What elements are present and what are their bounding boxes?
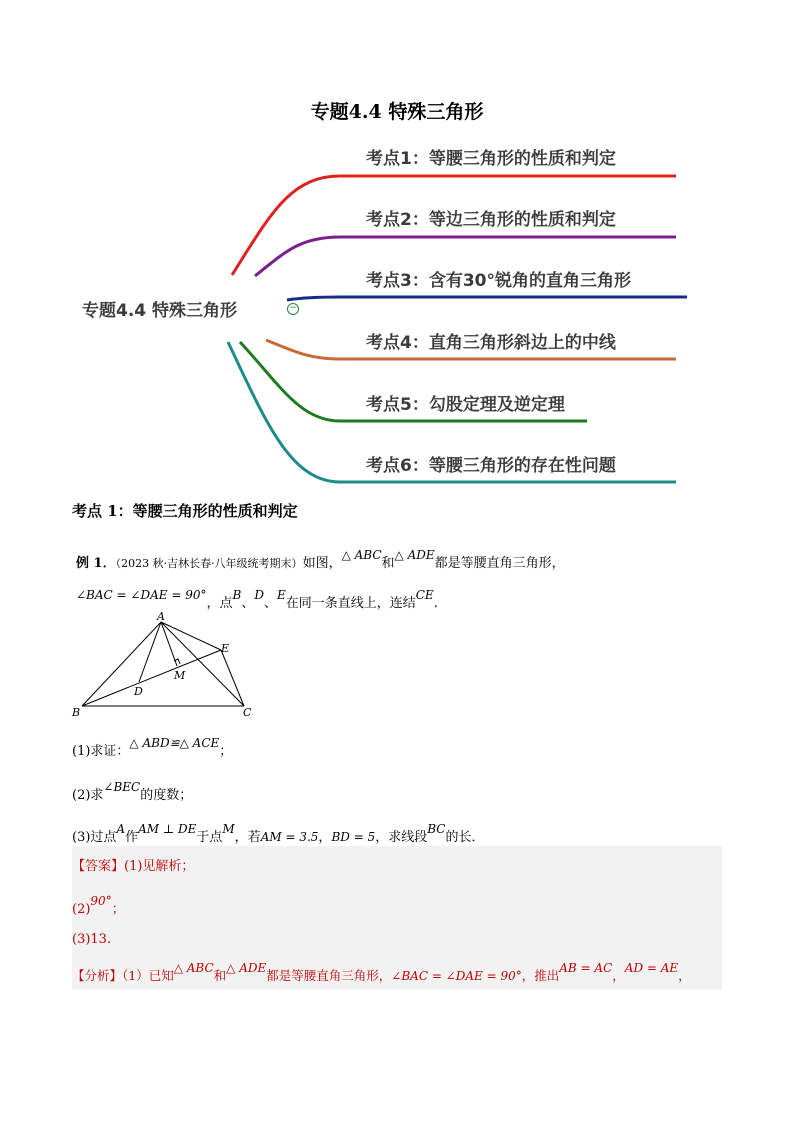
label-d: D	[134, 685, 143, 698]
example-label: 例 1．	[76, 556, 116, 571]
collapse-icon[interactable]: −	[287, 303, 299, 315]
answer-2: (2)90°；	[72, 894, 125, 917]
answer-tag: 【答案】	[72, 859, 125, 874]
label-b: B	[72, 706, 81, 719]
mindmap-root: 专题4.4 特殊三角形	[82, 301, 238, 321]
analysis-line: 【分析】（1）已知△ ABC和△ ADE都是等腰直角三角形，∠BAC = ∠DAE = 90°，推出AB = AC，AD = AE，	[72, 961, 691, 983]
label-m: M	[174, 669, 186, 682]
branch-3	[287, 297, 687, 300]
segment-ec	[221, 650, 244, 706]
example-source: （2023 秋·吉林长春·八年级统考期末）	[115, 557, 303, 570]
mindmap-branches	[0, 0, 794, 500]
section-heading: 考点 1：等腰三角形的性质和判定	[72, 502, 298, 520]
question-3: (3)过点A作AM ⊥ DE于点M，若AM = 3.5，BD = 5，求线段BC的长．	[72, 822, 485, 845]
mindmap-item-6: 考点6：等腰三角形的存在性问题	[366, 456, 616, 476]
question-1: (1)求证：△ ABD≌△ ACE；	[72, 736, 233, 759]
question-2: (2)求∠BEC的度数；	[72, 780, 193, 803]
example-line-2: ∠BAC = ∠DAE = 90°，点B、D、E在同一条直线上，连结CE.	[76, 588, 438, 611]
label-a: A	[157, 612, 165, 623]
mindmap-item-1: 考点1：等腰三角形的性质和判定	[366, 149, 616, 169]
segment-be	[82, 650, 221, 706]
mindmap-item-3: 考点3：含有30°锐角的直角三角形	[366, 271, 631, 291]
math-abc: △ ABC	[341, 548, 382, 562]
segment-ad	[139, 622, 161, 682]
answer-1: 【答案】(1)见解析；	[72, 859, 195, 874]
answer-3: (3)13．	[72, 932, 120, 947]
geometry-figure	[66, 612, 266, 722]
page-title: 专题4.4 特殊三角形	[310, 101, 484, 123]
segment-ac	[161, 622, 244, 706]
mindmap-item-2: 考点2：等边三角形的性质和判定	[366, 210, 616, 230]
math-angle: ∠BAC = ∠DAE = 90°	[76, 588, 207, 602]
segment-ab	[82, 622, 161, 706]
mindmap-item-4: 考点4：直角三角形斜边上的中线	[366, 333, 616, 353]
analysis-tag: 【分析】	[72, 968, 123, 983]
mindmap-item-5: 考点5：勾股定理及逆定理	[366, 395, 565, 415]
label-e: E	[221, 642, 230, 655]
label-c: C	[243, 706, 252, 719]
example-line-1: 例 1．（2023 秋·吉林长春·八年级统考期末）如图，△ ABC和△ ADE都是等腰直角三角形，	[76, 548, 565, 571]
math-ade: △ ADE	[394, 548, 435, 562]
